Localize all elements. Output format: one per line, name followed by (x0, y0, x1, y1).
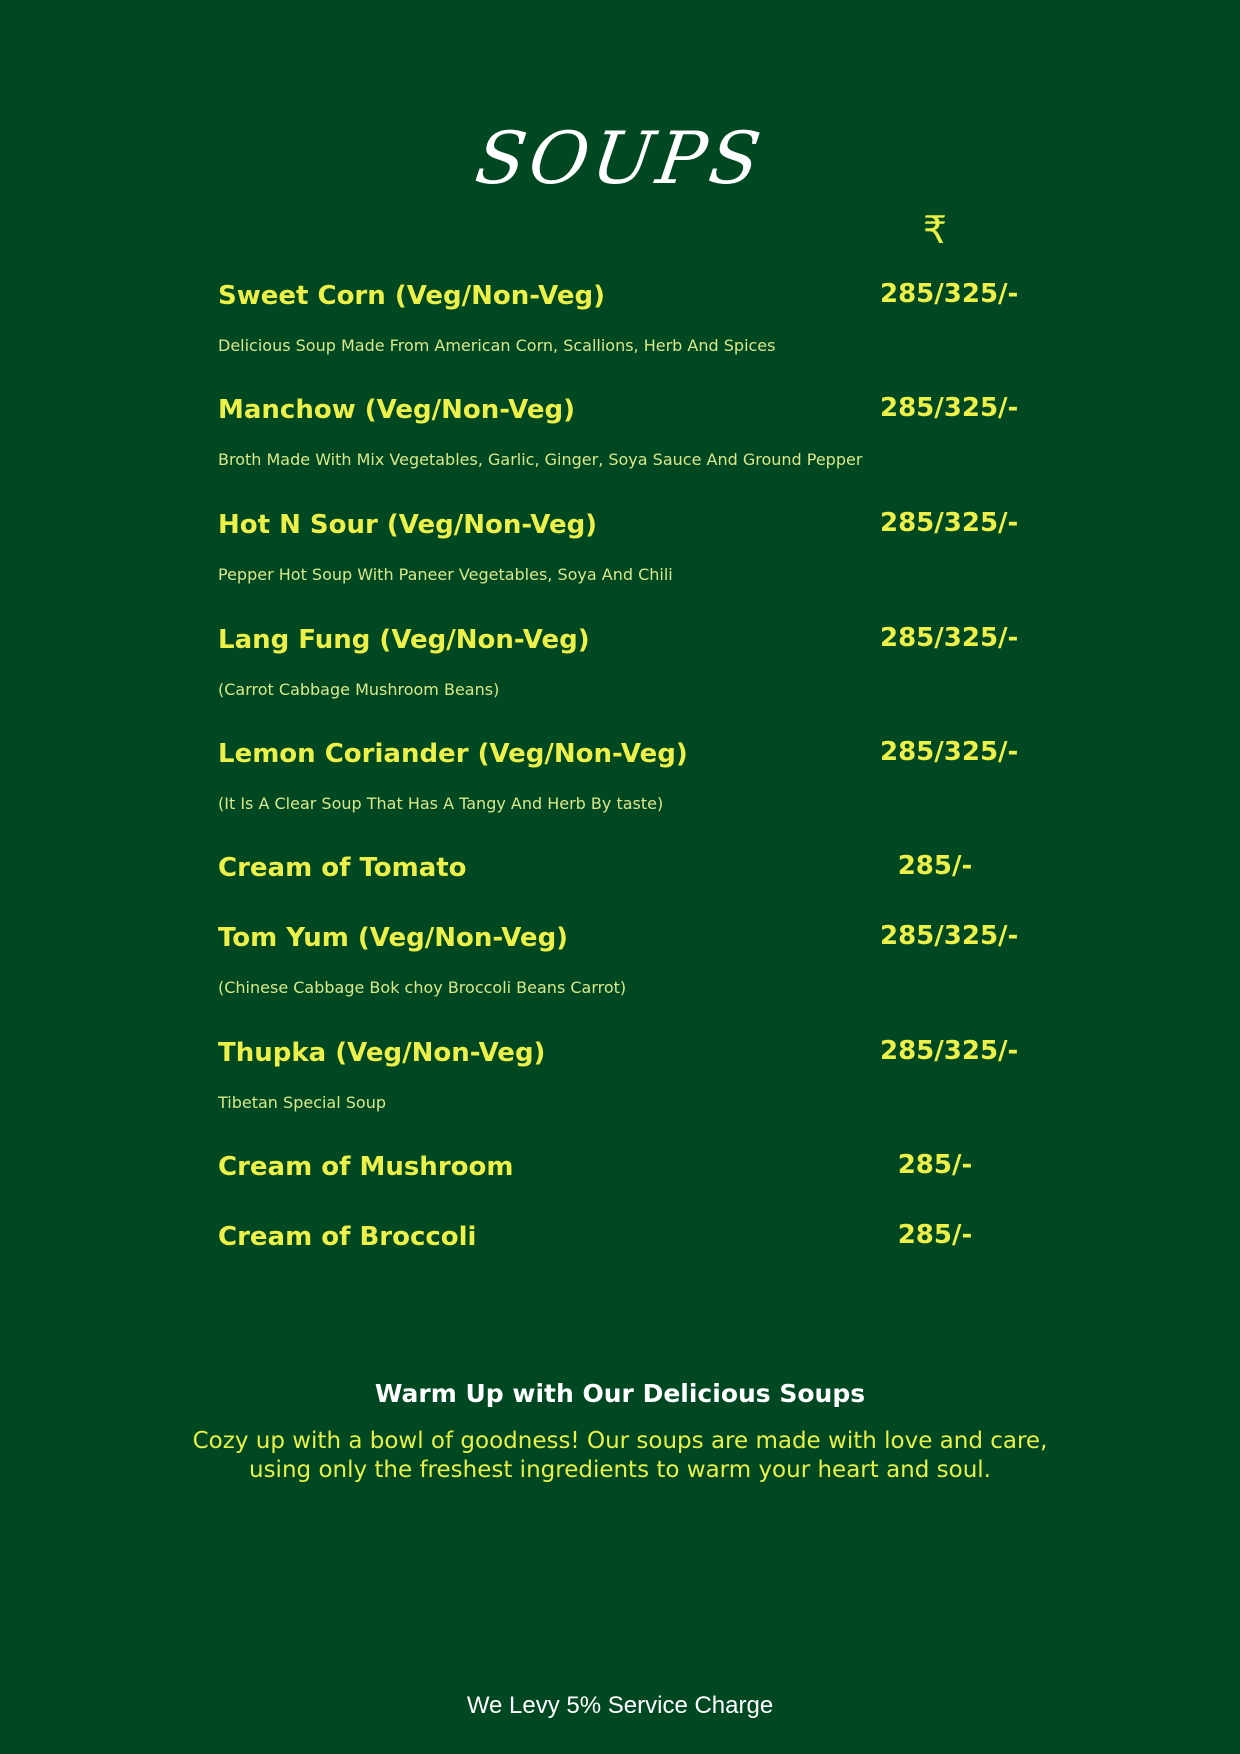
menu-item-description: Broth Made With Mix Vegetables, Garlic, Ginger, Soya Sauce And Ground Pepper (218, 450, 863, 469)
menu-item-price: 285/325/- (880, 737, 1019, 767)
currency-symbol: ₹ (922, 208, 948, 252)
menu-item-price: 285/- (897, 1220, 973, 1250)
menu-item-name: Cream of Mushroom (218, 1152, 514, 1182)
menu-item-price: 285/325/- (880, 508, 1019, 538)
menu-item-description: (Chinese Cabbage Bok choy Broccoli Beans Carrot) (218, 978, 627, 997)
menu-item-name: Cream of Broccoli (218, 1222, 477, 1252)
menu-item-price: 285/- (897, 1150, 973, 1180)
menu-item-description: (Carrot Cabbage Mushroom Beans) (218, 680, 500, 699)
promo-heading: Warm Up with Our Delicious Soups (374, 1379, 866, 1408)
promo-line: using only the freshest ingredients to warm your heart and soul. (249, 1457, 991, 1483)
promo-line: Cozy up with a bowl of goodness! Our soups are made with love and care, (192, 1428, 1048, 1454)
menu-item-name: Cream of Tomato (218, 853, 467, 883)
menu-item-price: 285/- (897, 851, 973, 881)
promo-text (170, 1427, 1070, 1485)
menu-item-price: 285/325/- (880, 1036, 1019, 1066)
menu-item-description: Delicious Soup Made From American Corn, Scallions, Herb And Spices (218, 336, 776, 355)
menu-item-description: Pepper Hot Soup With Paneer Vegetables, Soya And Chili (218, 565, 673, 584)
menu-item-price: 285/325/- (880, 921, 1019, 951)
menu-item-price: 285/325/- (880, 279, 1019, 309)
menu-item-name: Sweet Corn (Veg/Non-Veg) (218, 281, 606, 311)
menu-item-name: Tom Yum (Veg/Non-Veg) (218, 923, 569, 953)
menu-item-name: Hot N Sour (Veg/Non-Veg) (218, 510, 598, 540)
menu-item-name: Thupka (Veg/Non-Veg) (218, 1038, 546, 1068)
menu-item-name: Lemon Coriander (Veg/Non-Veg) (218, 739, 688, 769)
menu-item-name: Lang Fung (Veg/Non-Veg) (218, 625, 590, 655)
menu-item-description: (It Is A Clear Soup That Has A Tangy And Herb By taste) (218, 794, 664, 813)
menu-item-description: Tibetan Special Soup (218, 1093, 387, 1112)
menu-item-price: 285/325/- (880, 623, 1019, 653)
service-charge-note: We Levy 5% Service Charge (466, 1692, 774, 1719)
menu-item-price: 285/325/- (880, 393, 1019, 423)
page-title: SOUPS (470, 116, 770, 200)
menu-item-name: Manchow (Veg/Non-Veg) (218, 395, 575, 425)
